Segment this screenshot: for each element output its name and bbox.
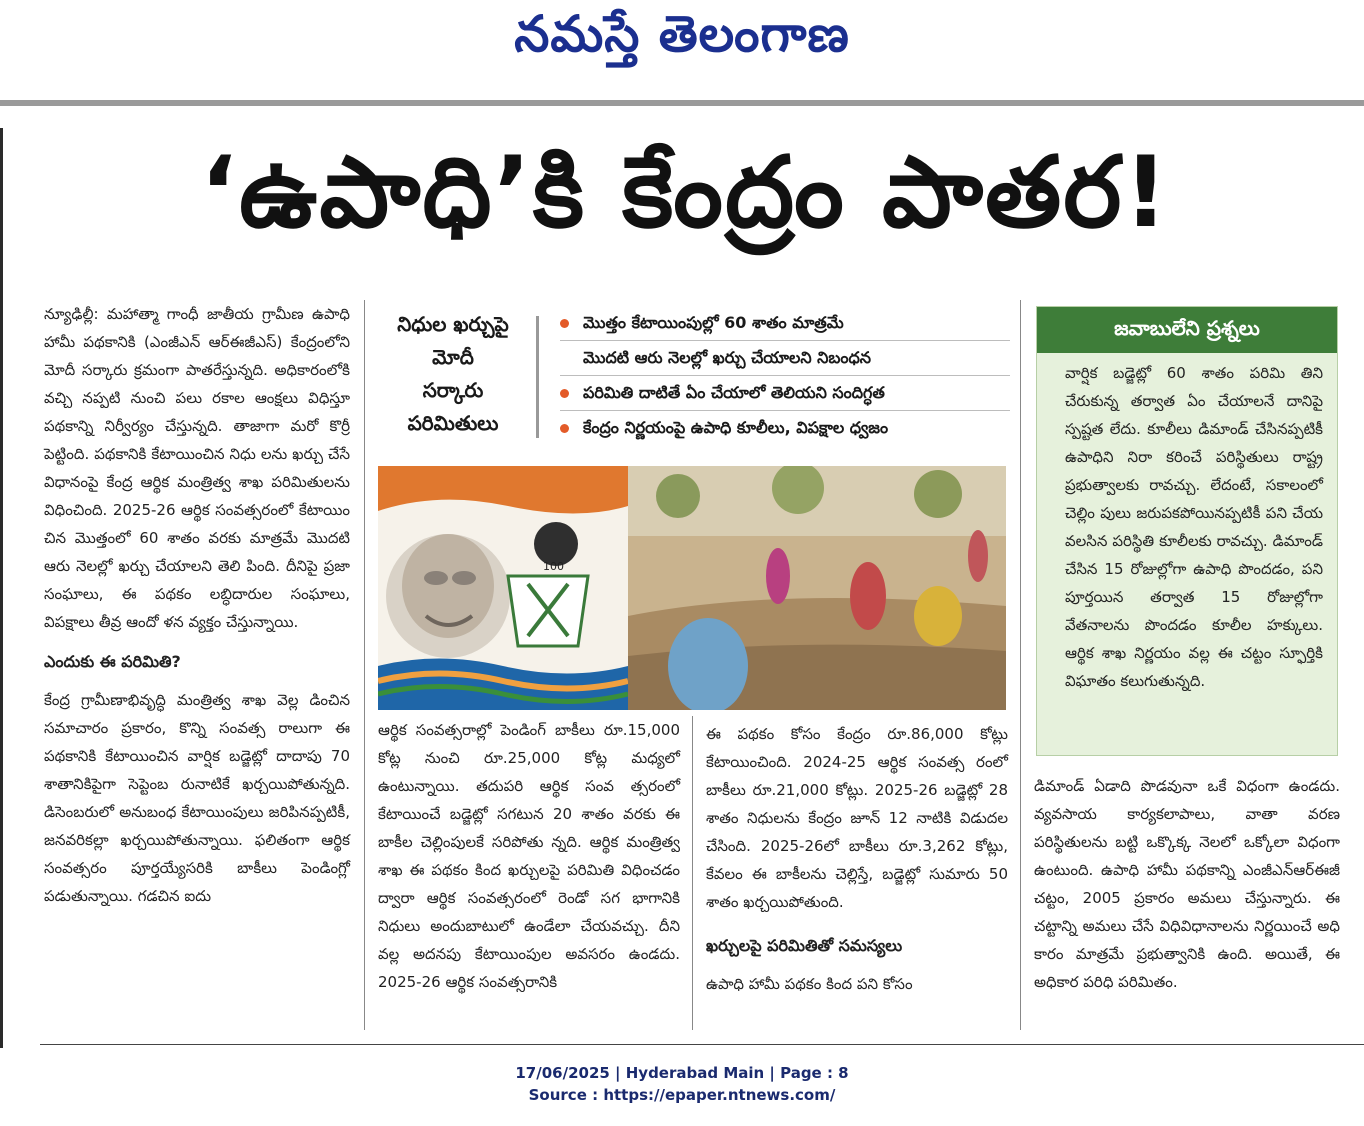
column-divider [692, 716, 693, 1030]
photo-badge-number: 100 [543, 560, 564, 573]
page-left-border [0, 128, 3, 1048]
article-column-1 [44, 300, 350, 910]
article-paragraph: ఆర్థిక సంవత్సరాల్లో పెండింగ్ బాకీలు రూ.15,000 కోట్ల నుంచి రూ.25,000 కోట్ల మధ్యలో ఉంటున్నాయి. తదుపరి ఆర్థిక సంవ త్సరంలో కేటాయించే బడ్జెట్లో సగటున 20 శాతం వరకు ఈ బాకీల చెల్లింపులకే సరిపోతు న్నది. ఆర్థిక మంత్రిత్వ శాఖ ఈ పథకం కింద ఖర్చులపై పరిమితి విధించడం ద్వారా ఆర్థిక సంవత్సరంలో రెండో సగ భాగానికి నిధులు అందుబాటులో ఉండేలా చేయవచ్చు. దీని వల్ల అదనపు కేటాయింపుల అవసరం ఉండదు. 2025-26 ఆర్థిక సంవత్సరానికి [378, 721, 680, 991]
box-title: జవాబులేని ప్రశ్నలు [1037, 307, 1337, 353]
footer-source-link[interactable]: Source : https://epaper.ntnews.com/ [528, 1086, 836, 1104]
page-footer [0, 1062, 1364, 1106]
footer-edition-info: 17/06/2025 | Hyderabad Main | Page : 8 [515, 1064, 849, 1082]
panel-title [378, 308, 528, 448]
headline [20, 130, 1350, 280]
article-paragraph: ఉపాధి హామీ పథకం కింద పని కోసం [706, 975, 913, 993]
article-photo [378, 466, 1006, 710]
highlight-bullets [560, 306, 1010, 445]
article-paragraph: డిమాండ్ ఏడాది పొడవునా ఒకే విధంగా ఉండదు. వ్యవసాయ కార్యకలాపాలు, వాతా వరణ పరిస్థితులను బట్టి ఒక్కొక్క నెలలో ఒక్కోలా విధంగా ఉంటుంది. ఉపాధి హామీ పథకాన్ని ఎంజీఎన్ఆర్ఈజీ చట్టం, 2005 ప్రకారం అమలు చేస్తున్నారు. ఈ చట్టాన్ని అమలు చేసే విధివిధానాలను నిర్ణయించే అధి కారం మాత్రమే ప్రభుత్వానికి ఉంది. అయితే, ఈ అధికార పరిధి పరిమితం. [1034, 777, 1340, 991]
bullet-text: కేంద్రం నిర్ణయంపై ఉపాధి కూలీలు, విపక్షాల ధ్వజం [583, 418, 889, 437]
subheading-why-limit: ఎందుకు ఈ పరిమితి? [44, 652, 181, 671]
masthead-rule [0, 100, 1364, 106]
panel-title-line: సర్కారు [422, 378, 484, 402]
article-paragraph: న్యూఢిల్లీ: మహాత్మా గాంధీ జాతీయ గ్రామీణ ఉపాధి హామీ పథకానికి (ఎంజీఎన్ ఆర్ఈజీఎస్) కేంద్రంలోని మోదీ సర్కారు క్రమంగా పాతరేస్తున్నది. అధికారంలోకి వచ్చి నప్పటి నుంచి పలు రకాల ఆంక్షలు విధిస్తూ పథకాన్ని నిర్వీర్యం చేస్తున్నది. తాజాగా మరో కొర్రీ పెట్టింది. పథకానికి కేటాయించిన నిధు లను ఖర్చు చేసే విధానంపై కేంద్ర ఆర్థిక మంత్రిత్వ శాఖ పరిమితులను విధించింది. 2025-26 ఆర్థిక సంవత్సరంలో కేటాయిం చిన మొత్తంలో 60 శాతం వరకు మాత్రమే మొదటి ఆరు నెలల్లో ఖర్చు చేయాలని తెలి పింది. దీనిపై ప్రజా సంఘాలు, ఈ పథకం లబ్ధిదారుల సంఘాలు, విపక్షాలు తీవ్ర ఆందో ళన వ్యక్తం చేస్తున్నాయి. [44, 305, 350, 631]
bullet-dot-icon [560, 319, 569, 328]
article-column-2 [378, 716, 680, 996]
photo-illustration [378, 466, 1006, 710]
bullet-text: పరిమితి దాటితే ఏం చేయాలో తెలియని సందిగ్ధత [583, 383, 885, 402]
column-divider [364, 300, 365, 1030]
panel-title-line: పరిమితులు [407, 411, 499, 435]
subheading-problems: ఖర్చులపై పరిమితితో సమస్యలు [706, 936, 903, 955]
article-column-4 [1034, 772, 1340, 996]
panel-title-line: నిధుల ఖర్చుపై [397, 312, 509, 336]
bullet-item [560, 376, 1010, 411]
panel-divider [536, 316, 539, 438]
bullet-text: మొత్తం కేటాయింపుల్లో 60 శాతం మాత్రమే [583, 313, 844, 332]
panel-title-line: మోదీ [432, 345, 474, 369]
column-divider [1020, 300, 1021, 1030]
bullet-text: మొదటి ఆరు నెలల్లో ఖర్చు చేయాలని నిబంధన [583, 348, 872, 367]
footer-rule [40, 1044, 1364, 1045]
headline-text: ‘ఉపాధి’కి కేంద్రం పాతర! [199, 136, 1171, 250]
article-paragraph: కేంద్ర గ్రామీణాభివృద్ధి మంత్రిత్వ శాఖ వెల్ల డించిన సమాచారం ప్రకారం, కొన్ని సంవత్స రాలుగా ఈ పథకానికి కేటాయించిన వార్షిక బడ్జెట్లో దాదాపు 70 శాతానికిపైగా సెప్టెంబ రునాటికే ఖర్చయిపోతున్నది. డిసెంబరులో అనుబంధ కేటాయింపులు జరిపినప్పటికీ, జనవరికల్లా ఖర్చయిపోతున్నాయి. ఫలితంగా ఆర్థిక సంవత్సరం పూర్తయ్యేసరికి బాకీలు పెండింగ్లో పడుతున్నాయి. గడచిన ఐదు [44, 691, 350, 905]
article-column-3 [706, 720, 1008, 998]
box-body: వార్షిక బడ్జెట్లో 60 శాతం పరిమి తిని చేరుకున్న తర్వాత ఏం చేయాలనే దానిపై స్పష్టత లేదు. కూలీలు డిమాండ్ చేసినప్పటికీ ఉపాధిని నిరా కరించే పరిస్థితులు రాష్ట్ర ప్రభుత్వాలకు రావచ్చు. లేదంటే, సకాలంలో చెల్లిం పులు జరుపకపోయినప్పటికీ పని చేయ వలసిన పరిస్థితి కూలీలకు రావచ్చు. డిమాండ్ చేసిన 15 రోజుల్లోగా ఉపాధి పొందడం, పని పూర్తయిన తర్వాత 15 రోజుల్లోగా వేతనాలను పొందడం కూలీల హక్కులు. ఆర్థిక శాఖ నిర్ణయం వల్ల ఈ చట్టం స్ఫూర్తికి విఘాతం కలుగుతున్నది. [1065, 364, 1323, 690]
masthead-title: నమస్తే తెలంగాణ [514, 4, 850, 63]
bullet-item [560, 306, 1010, 341]
unanswered-questions-box [1036, 306, 1338, 756]
article-paragraph: ఈ పథకం కోసం కేంద్రం రూ.86,000 కోట్లు కేటాయించింది. 2024-25 ఆర్థిక సంవత్స రంలో బాకీలు రూ.21,000 కోట్లు. 2025-26 బడ్జెట్లో 28 శాతం నిధులను కేంద్రం జూన్ 12 నాటికి విడుదల చేసింది. 2025-26లో బాకీలు రూ.3,262 కోట్లు, కేవలం ఈ బాకీలను చెల్లిస్తే, బడ్జెట్లో సుమారు 50 శాతం ఖర్చయిపోతుంది. [706, 725, 1008, 911]
bullet-item [560, 411, 1010, 445]
bullet-item-continuation [560, 341, 1010, 376]
masthead [0, 0, 1364, 80]
bullet-dot-icon [560, 424, 569, 433]
bullet-dot-icon [560, 389, 569, 398]
